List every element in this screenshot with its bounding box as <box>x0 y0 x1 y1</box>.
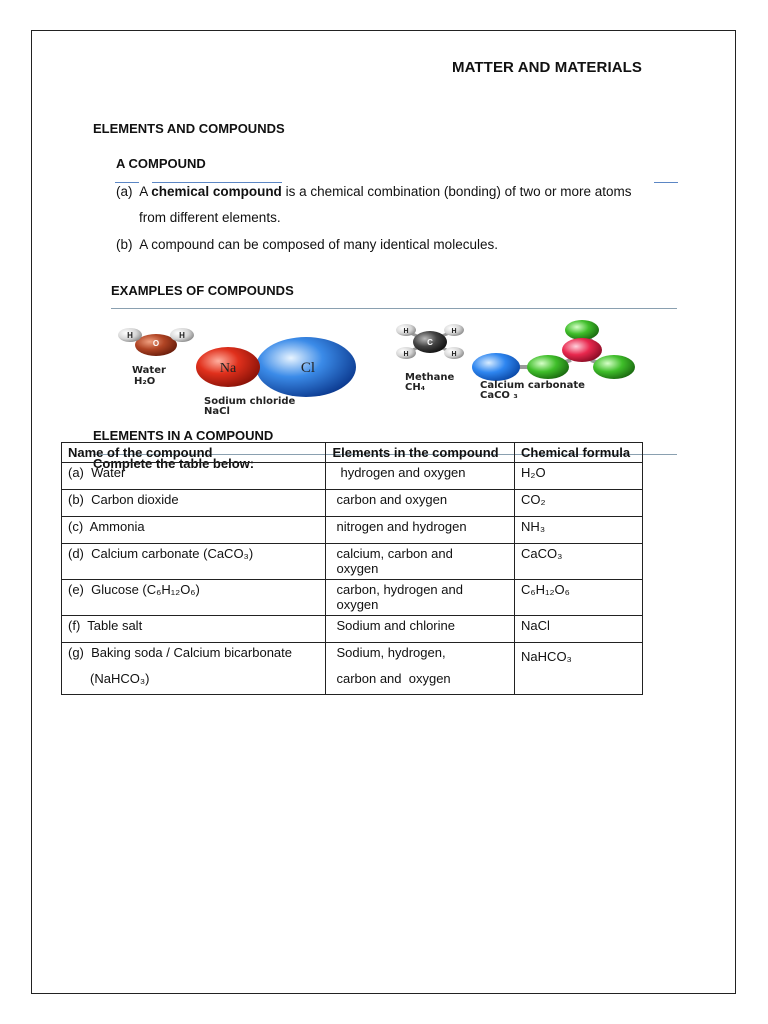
table-row <box>62 544 643 580</box>
elements-text: hydrogen and oxygen <box>340 465 466 480</box>
cell-name: (d) Calcium carbonate (CaCO₃) <box>62 544 326 580</box>
atom-label: H <box>451 351 457 358</box>
cell-formula: NH₃ <box>515 517 643 544</box>
cell-formula: NaCl <box>515 616 643 643</box>
methane-molecule <box>396 324 464 359</box>
cell-name: (e) Glucose (C₆H₁₂O₆) <box>62 580 326 616</box>
sodium-chloride-molecule <box>196 337 356 397</box>
divider <box>111 308 677 309</box>
section-heading-elements-compounds: ELEMENTS AND COMPOUNDS <box>93 121 285 136</box>
table-row <box>62 643 643 695</box>
table-header-row <box>62 443 643 463</box>
point-a-bold: chemical compound <box>151 184 282 199</box>
calcium-carbonate-label: Calcium carbonate <box>480 380 585 391</box>
cell-name: (a) Water <box>62 463 326 490</box>
water-formula-label: H₂O <box>134 376 156 387</box>
water-label: Water <box>132 365 166 376</box>
section-heading-elements-in-compound: ELEMENTS IN A COMPOUND <box>93 428 274 443</box>
sodium-chloride-formula-label: NaCl <box>204 406 230 417</box>
table-instruction: Complete the table below: <box>93 456 255 471</box>
cell-name <box>62 643 326 695</box>
cell-elements <box>326 463 515 490</box>
cell-formula: CO₂ <box>515 490 643 517</box>
table-row <box>62 580 643 616</box>
atom-label: H <box>179 331 185 340</box>
cell-elements <box>326 517 515 544</box>
oxygen-atom <box>527 355 569 379</box>
compound-examples-illustration <box>108 315 678 420</box>
cell-elements <box>326 490 515 517</box>
compounds-table <box>61 442 643 695</box>
atom-label: Na <box>219 361 237 376</box>
sodium-chloride-label: Sodium chloride <box>204 396 296 407</box>
cell-formula: CaCO₃ <box>515 544 643 580</box>
atom-label: H <box>403 328 409 335</box>
cell-formula: NaHCO₃ <box>515 643 643 695</box>
point-a-rest: is a chemical combination (bonding) of two or more atoms <box>281 184 632 199</box>
calcium-atom <box>472 353 520 381</box>
table-row <box>62 463 643 490</box>
underline-mark <box>654 182 678 183</box>
cell-formula: H₂O <box>515 463 643 490</box>
cell-elements <box>326 616 515 643</box>
elements-text: nitrogen and hydrogen <box>336 519 467 534</box>
elements-line1: Sodium, hydrogen, <box>336 645 446 660</box>
definition-point-a <box>116 184 676 199</box>
atom-label: H <box>403 351 409 358</box>
atom-label: O <box>152 339 160 348</box>
underline-mark <box>152 182 282 183</box>
elements-text: Sodium and chlorine <box>336 618 455 633</box>
section-heading-examples: EXAMPLES OF COMPOUNDS <box>111 283 294 298</box>
atom-label: H <box>451 328 457 335</box>
underline-mark <box>115 182 139 183</box>
column-header-elements: Elements in the compound <box>326 443 515 463</box>
atom-label: H <box>127 331 133 340</box>
atom-label: Cl <box>300 360 316 376</box>
carbon-atom <box>562 338 602 362</box>
calcium-carbonate-molecule <box>472 320 635 381</box>
cell-elements <box>326 580 515 616</box>
name-line1: (g) Baking soda / Calcium bicarbonate <box>68 645 293 660</box>
atom-label: C <box>427 338 433 347</box>
table-row <box>62 616 643 643</box>
cell-elements <box>326 544 515 580</box>
page-title: MATTER AND MATERIALS <box>452 59 643 76</box>
point-a-line2: from different elements. <box>139 210 281 225</box>
cell-name: (c) Ammonia <box>62 517 326 544</box>
table-row <box>62 517 643 544</box>
point-a-prefix: (a) A <box>116 184 152 199</box>
name-line2: (NaHCO₃) <box>90 671 150 686</box>
elements-text: carbon, hydrogen and oxygen <box>336 582 463 612</box>
column-header-name: Name of the compound <box>62 443 326 463</box>
elements-text: calcium, carbon and oxygen <box>336 546 453 576</box>
cell-elements <box>326 643 515 695</box>
cell-formula: C₆H₁₂O₆ <box>515 580 643 616</box>
subsection-heading-a-compound: A COMPOUND <box>116 156 206 171</box>
oxygen-atom <box>565 320 599 340</box>
methane-formula-label: CH₄ <box>405 382 426 393</box>
table-row <box>62 490 643 517</box>
calcium-carbonate-formula-label: CaCO ₃ <box>480 390 518 401</box>
methane-label: Methane <box>405 372 455 383</box>
elements-line2: carbon and oxygen <box>336 671 451 686</box>
water-molecule <box>118 328 194 356</box>
cell-name: (f) Table salt <box>62 616 326 643</box>
oxygen-atom <box>593 355 635 379</box>
column-header-formula: Chemical formula <box>515 443 643 463</box>
elements-text: carbon and oxygen <box>336 492 448 507</box>
definition-point-b: (b) A compound can be composed of many identical molecules. <box>116 237 498 252</box>
cell-name: (b) Carbon dioxide <box>62 490 326 517</box>
